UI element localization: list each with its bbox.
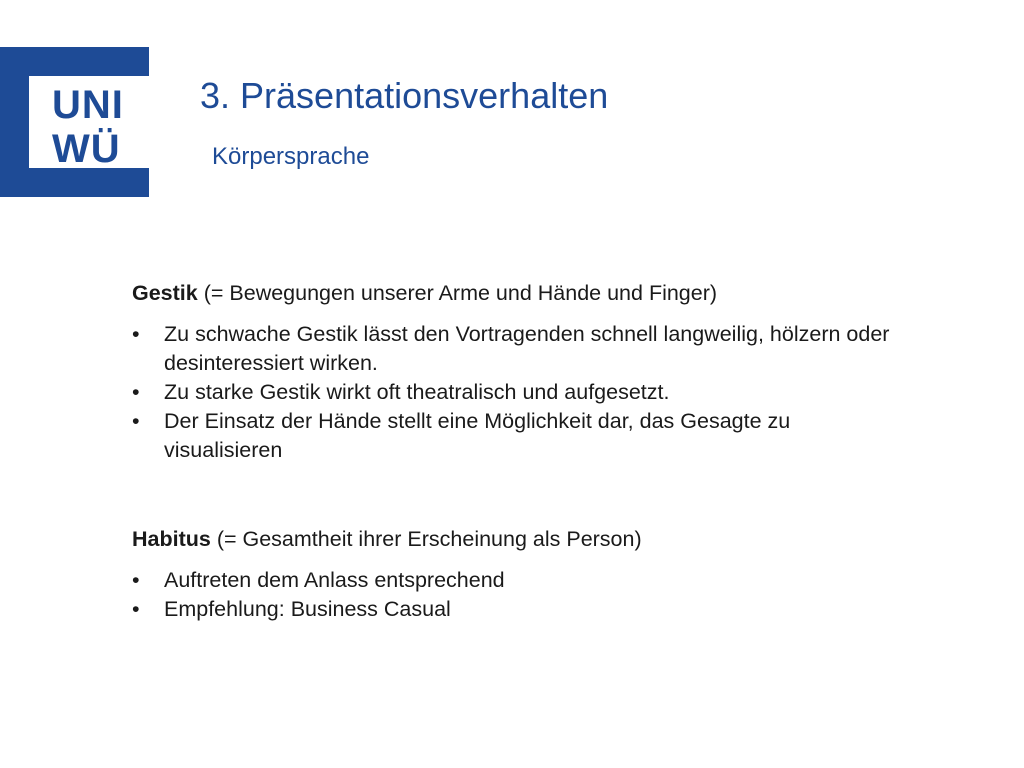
list-item-text: Zu starke Gestik wirkt oft theatralisch und aufgesetzt. bbox=[164, 380, 670, 404]
slide-subtitle: Körpersprache bbox=[212, 143, 370, 170]
list-item bbox=[132, 320, 912, 378]
list-item-text: Auftreten dem Anlass entsprechend bbox=[164, 568, 505, 592]
logo-text-line1: UNI bbox=[52, 83, 124, 127]
bullet-icon: • bbox=[132, 568, 140, 592]
section-definition: (= Bewegungen unserer Arme und Hände und Finger) bbox=[197, 281, 718, 305]
bullet-list-habitus bbox=[132, 566, 912, 624]
section-definition: (= Gesamtheit ihrer Erscheinung als Person) bbox=[210, 527, 642, 551]
bullet-icon: • bbox=[132, 597, 140, 621]
bullet-icon: • bbox=[132, 380, 140, 404]
list-item-text: Empfehlung: Business Casual bbox=[164, 597, 451, 621]
section-term: Gestik bbox=[132, 281, 198, 305]
list-item-text: Zu schwache Gestik lässt den Vortragenden schnell langweilig, hölzern oder desinteressiert wirken. bbox=[164, 322, 890, 375]
bullet-icon: • bbox=[132, 322, 140, 346]
university-logo bbox=[0, 47, 149, 197]
section-term: Habitus bbox=[132, 527, 211, 551]
section-heading-habitus bbox=[132, 525, 912, 554]
list-item bbox=[132, 566, 912, 595]
section-spacer bbox=[132, 465, 912, 525]
slide-title: 3. Präsentationsverhalten bbox=[200, 75, 609, 116]
section-heading-gestik bbox=[132, 279, 912, 308]
bullet-list-gestik bbox=[132, 320, 912, 465]
bullet-icon: • bbox=[132, 409, 140, 433]
list-item-text: Der Einsatz der Hände stellt eine Möglichkeit dar, das Gesagte zu visualisieren bbox=[164, 409, 791, 462]
list-item bbox=[132, 595, 912, 624]
list-item bbox=[132, 378, 912, 407]
logo-text-line2: WÜ bbox=[52, 127, 121, 171]
slide-content bbox=[132, 279, 912, 624]
list-item bbox=[132, 407, 912, 465]
